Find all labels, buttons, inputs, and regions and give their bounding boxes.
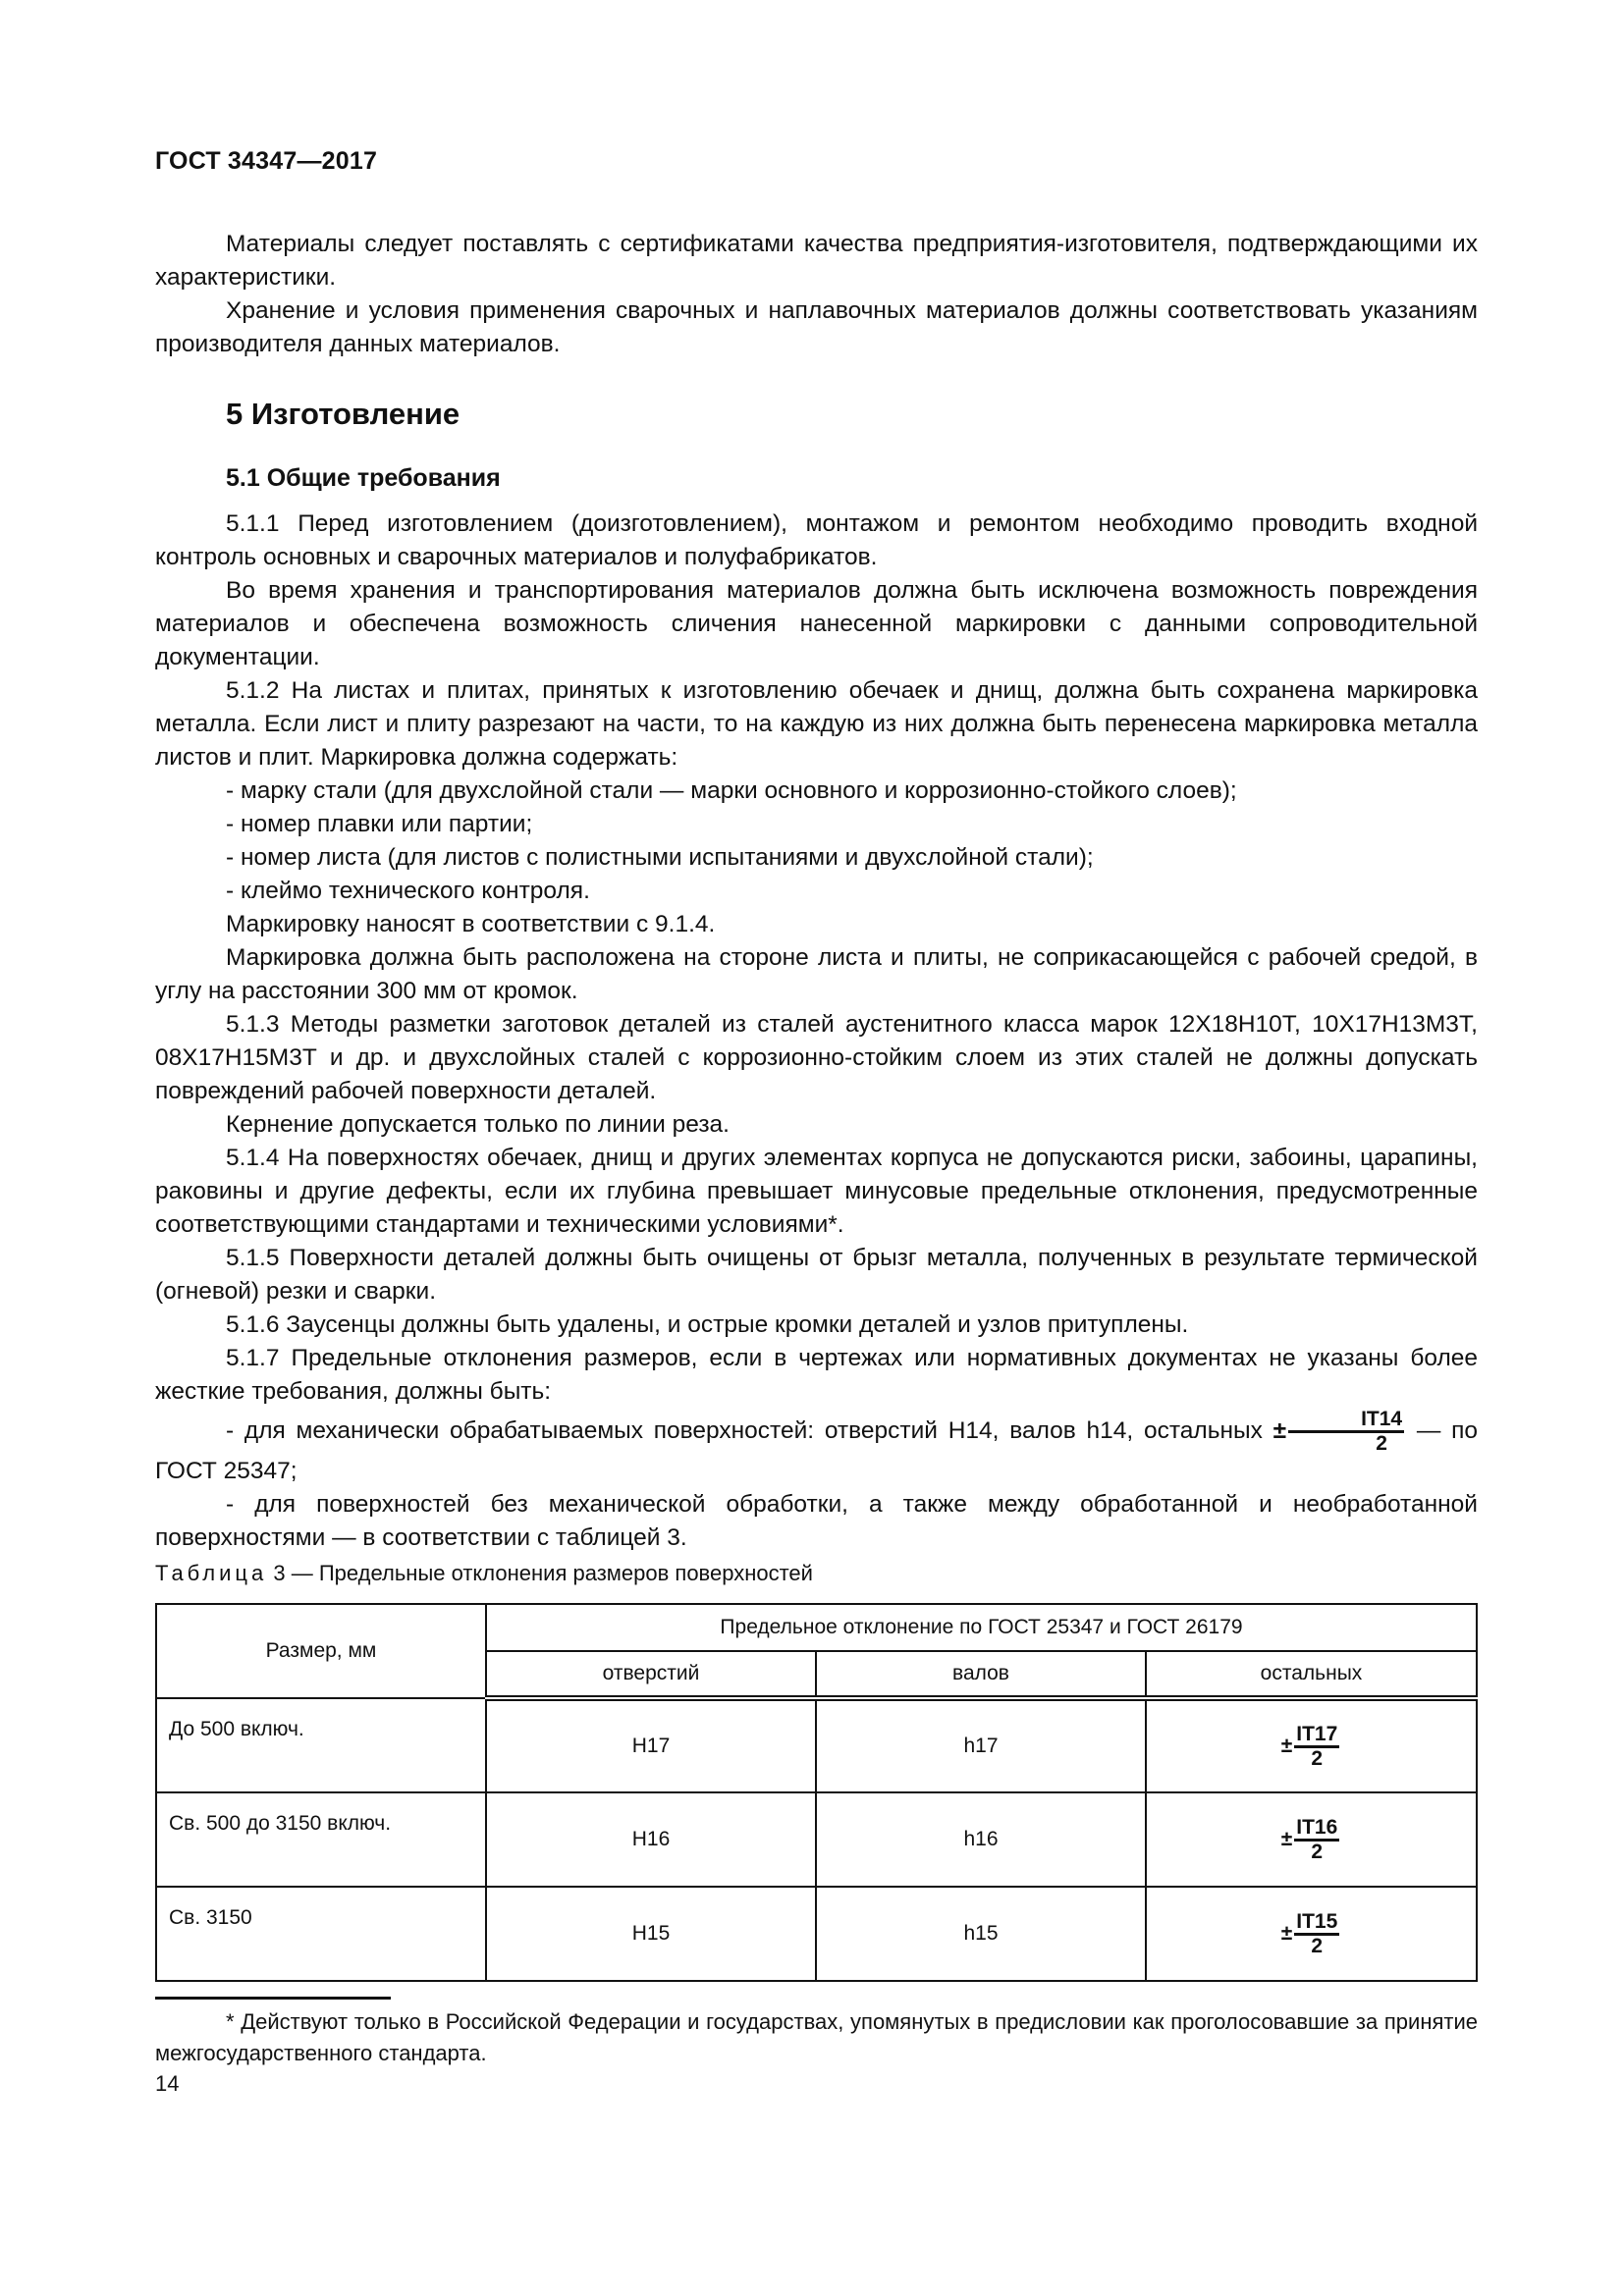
paragraph-5-1-1: 5.1.1 Перед изготовлением (доизготовлением), монтажом и ремонтом необходимо проводить входной контроль основных и сварочных материалов и полуфабрикатов.: [155, 510, 1478, 570]
header-other: остальных: [1146, 1651, 1477, 1698]
section-body: [155, 507, 1478, 1555]
table-row: Св. 500 до 3150 включ. Н16 h16 ± $\frac{IT16}{2}$: [156, 1792, 1477, 1887]
list-item: - марку стали (для двухслойной стали — марки основного и коррозионно-стойкого слоев);: [226, 777, 1237, 804]
paragraph: Кернение допускается только по линии реза.: [226, 1111, 730, 1138]
document-header: ГОСТ 34347—2017: [155, 147, 378, 175]
paragraph: Маркировка должна быть расположена на стороне листа и плиты, не соприкасающейся с рабочей средой, в углу на расстоянии 300 мм от кромок.: [155, 944, 1478, 1004]
list-item: - номер плавки или партии;: [226, 811, 533, 837]
header-group: Предельное отклонение по ГОСТ 25347 и ГОСТ 26179: [486, 1604, 1477, 1651]
paragraph-5-1-3: 5.1.3 Методы разметки заготовок деталей из сталей аустенитного класса марок 12Х18Н10Т, 10Х17Н13М3Т, 08Х17Н15М3Т и др. и двухслойных сталей с коррозионно-стойким слоем из этих сталей не должны допускать повреждений рабочей поверхности деталей.: [155, 1011, 1478, 1104]
header-holes: отверстий: [486, 1651, 816, 1698]
table-header-row: [156, 1604, 1477, 1651]
list-item: - клеймо технического контроля.: [226, 878, 590, 904]
paragraph-5-1-5: 5.1.5 Поверхности деталей должны быть очищены от брызг металла, полученных в результате термической (огневой) резки и сварки.: [155, 1245, 1478, 1305]
paragraph-5-1-4: 5.1.4 На поверхностях обечаек, днищ и других элементах корпуса не допускаются риски, забоины, царапины, раковины и другие дефекты, если их глубина превышает минусовые предельные отклонения, предусмотренные соответствующими стандартами и техническими условиями*.: [155, 1145, 1478, 1238]
plus-minus-sign: ±: [1280, 1734, 1293, 1757]
paragraph-5-1-2: 5.1.2 На листах и плитах, принятых к изготовлению обечаек и днищ, должна быть сохранена маркировка металла. Если лист и плиту разрезают на части, то на каждую из них должна быть перенесена маркировка металла листов и плит. Маркировка должна содержать:: [155, 677, 1478, 771]
fraction: $\frac{IT17}{2}$: [1296, 1722, 1338, 1770]
table-caption: Таблица 3 — Предельные отклонения размеров поверхностей: [155, 1561, 813, 1585]
paragraph: Материалы следует поставлять с сертификатами качества предприятия-изготовителя, подтверждающими их характеристики.: [155, 231, 1478, 291]
plus-minus-sign: ±: [1280, 1827, 1293, 1850]
table-row: До 500 включ. Н17 h17 ± $\frac{IT17}{2}$: [156, 1698, 1477, 1792]
list-item-machined: - для механически обрабатываемых поверхностей: отверстий Н14, валов h14, остальных ± $\frac{IT14}{2}$ — по ГОСТ 25347;: [155, 1408, 1478, 1484]
table-row: Св. 3150 Н15 h15 ± $\frac{IT15}{2}$: [156, 1887, 1477, 1981]
tolerance-table: [155, 1603, 1478, 1982]
footnote: * Действуют только в Российской Федерации и государствах, упомянутых в предисловии как проголосовавшие за принятие межгосударственного стандарта.: [155, 2009, 1478, 2065]
header-size: Размер, мм: [156, 1604, 486, 1698]
plus-minus-sign: ±: [1280, 1921, 1293, 1945]
fraction: $\frac{IT16}{2}$: [1296, 1815, 1338, 1863]
paragraph: Маркировку наносят в соответствии с 9.1.4.: [226, 911, 716, 937]
list-item: - номер листа (для листов с полистными испытаниями и двухслойной стали);: [226, 844, 1094, 871]
list-item: - для поверхностей без механической обработки, а также между обработанной и необработанной поверхностями — в соответствии с таблицей 3.: [155, 1491, 1478, 1551]
paragraph-5-1-6: 5.1.6 Заусенцы должны быть удалены, и острые кромки деталей и узлов притуплены.: [226, 1311, 1189, 1338]
paragraph: Во время хранения и транспортирования материалов должна быть исключена возможность повреждения материалов и обеспечена возможность сличения нанесенной маркировки с данными сопроводительной документации.: [155, 577, 1478, 670]
paragraph-5-1-7: 5.1.7 Предельные отклонения размеров, если в чертежах или нормативных документах не указаны более жесткие требования, должны быть:: [155, 1345, 1478, 1405]
intro-block: [155, 228, 1478, 361]
fraction: $\frac{IT15}{2}$: [1296, 1909, 1338, 1957]
plus-minus-sign: ±: [1272, 1416, 1287, 1444]
fraction: $\frac{IT14}{2}$: [1288, 1409, 1404, 1455]
section-title: 5 Изготовление: [226, 397, 460, 431]
footnote-divider: [155, 1997, 391, 2000]
header-shafts: валов: [816, 1651, 1146, 1698]
subsection-title: 5.1 Общие требования: [226, 464, 501, 492]
paragraph: Хранение и условия применения сварочных и наплавочных материалов должны соответствовать указаниям производителя данных материалов.: [155, 297, 1478, 357]
page-number: 14: [155, 2071, 180, 2096]
table-container: [155, 1603, 1478, 1982]
